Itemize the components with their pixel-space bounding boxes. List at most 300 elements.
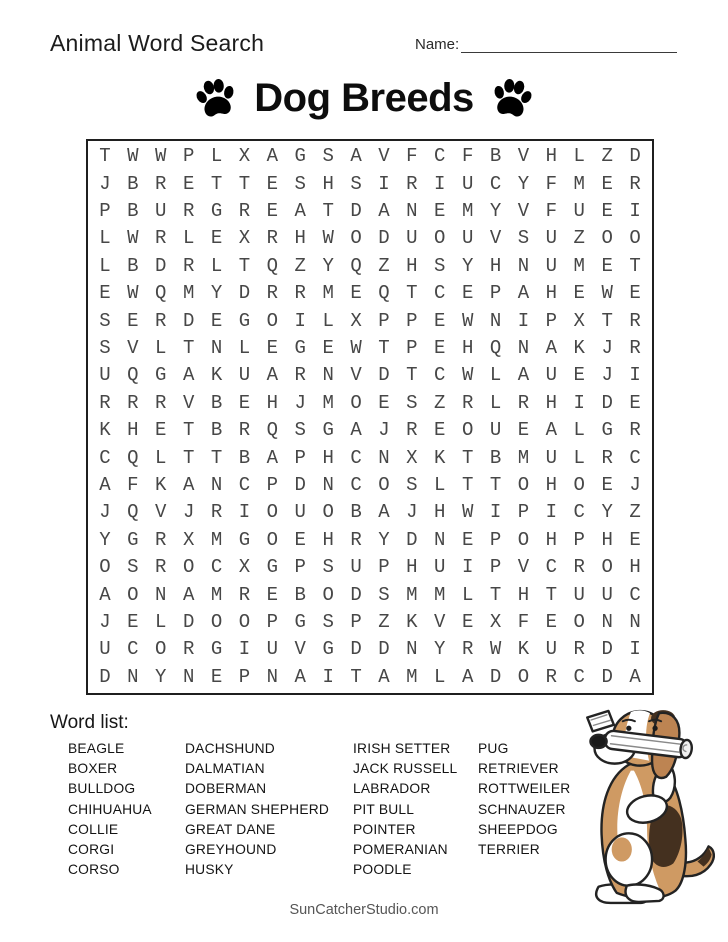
grid-letter: N [266,665,279,688]
grid-letter: P [294,556,306,579]
grid-letter: H [127,419,139,442]
word-list-item: DOBERMAN [185,781,267,797]
grid-letter: B [489,145,502,168]
grid-letter: L [155,446,167,469]
grid-letter: U [545,446,558,469]
grid-letter: R [155,309,167,332]
grid-letter: I [489,501,502,524]
grid-letter: R [238,199,251,222]
grid-letter: I [238,638,251,661]
grid-letter: L [238,336,251,359]
grid-letter: R [99,391,111,414]
grid-letter: H [545,473,558,496]
grid-letter: P [489,556,502,579]
grid-letter: O [210,610,223,633]
grid-letter: U [350,556,362,579]
grid-letter: K [155,473,167,496]
grid-letter: W [461,501,474,524]
grid-letter: U [601,583,613,606]
grid-letter: M [573,172,585,195]
grid-letter: A [545,419,558,442]
grid-letter: T [489,583,502,606]
grid-letter: N [517,336,530,359]
grid-letter: I [629,364,641,387]
grid-letter: O [266,309,279,332]
grid-letter: U [434,556,446,579]
grid-letter: R [294,282,306,305]
grid-letter: H [266,391,279,414]
grid-letter: E [210,227,223,250]
grid-letter: C [629,583,641,606]
grid-letter: O [99,556,111,579]
grid-letter: L [155,336,167,359]
grid-letter: Z [378,254,390,277]
word-list-item: DALMATIAN [185,761,265,777]
grid-letter: R [629,309,641,332]
word-list-item: BEAGLE [68,741,125,756]
grid-letter: H [545,282,558,305]
grid-letter: B [210,419,223,442]
grid-letter: V [489,227,502,250]
grid-letter: C [573,665,585,688]
grid-letter: Y [434,638,446,661]
grid-letter: R [461,391,474,414]
grid-letter: I [517,309,530,332]
grid-letter: O [461,419,474,442]
word-list-item: RETRIEVER [478,761,559,777]
grid-letter: L [489,391,502,414]
grid-letter: U [545,638,558,661]
grid-letter: D [294,473,306,496]
grid-letter: V [350,364,362,387]
grid-letter: V [517,556,530,579]
grid-letter: T [461,446,474,469]
grid-letter: K [99,419,111,442]
grid-letter: I [434,172,446,195]
grid-letter: R [573,638,585,661]
grid-letter: Q [489,336,502,359]
grid-letter: H [545,528,558,551]
grid-letter: D [489,665,502,688]
grid-letter: D [601,391,613,414]
word-list-item: SHEEPDOG [478,821,558,837]
grid-letter: W [127,145,139,168]
name-label: Name: [415,36,460,53]
grid-letter: G [127,528,139,551]
grid-letter: C [99,446,111,469]
paw-print-icon [191,73,242,124]
grid-letter: C [489,172,502,195]
paw-print-icon [486,73,537,124]
grid-letter: C [350,446,362,469]
grid-letter: S [322,556,334,579]
grid-letter: X [406,446,418,469]
word-list-item: GREAT DANE [185,821,276,837]
grid-letter: E [127,309,139,332]
grid-letter: M [322,391,334,414]
grid-letter: B [127,199,139,222]
grid-letter: A [378,199,390,222]
grid-letter: E [629,528,641,551]
grid-letter: Q [266,254,279,277]
grid-letter: O [266,501,279,524]
grid-letter: E [601,254,613,277]
grid-letter: J [406,501,418,524]
grid-letter: H [489,254,502,277]
grid-letter: E [266,199,279,222]
grid-letter: R [573,556,585,579]
grid-letter: R [350,528,362,551]
grid-letter: O [155,638,167,661]
grid-letter: P [350,610,362,633]
grid-letter: A [266,145,279,168]
grid-letter: T [238,254,251,277]
grid-letter: E [461,610,474,633]
grid-letter: N [629,610,641,633]
grid-letter: E [461,528,474,551]
grid-letter: I [573,391,585,414]
grid-letter: Y [461,254,474,277]
grid-letter: B [127,172,139,195]
grid-letter: R [266,282,279,305]
grid-letter: X [182,528,195,551]
grid-letter: E [378,391,390,414]
grid-letter: E [182,172,195,195]
grid-letter: Y [601,501,613,524]
grid-letter: O [517,473,530,496]
grid-letter: A [294,665,306,688]
grid-letter: G [601,419,613,442]
grid-letter: R [266,227,279,250]
grid-letter: N [517,254,530,277]
grid-letter: H [294,227,306,250]
grid-letter: E [434,419,446,442]
grid-letter: U [489,419,502,442]
grid-letter: F [545,199,558,222]
grid-letter: S [434,254,446,277]
grid-letter: N [434,528,446,551]
grid-letter: S [127,556,139,579]
grid-letter: N [601,610,613,633]
grid-letter: A [99,473,111,496]
grid-letter: F [127,473,139,496]
grid-letter: T [406,364,418,387]
grid-letter: H [545,391,558,414]
grid-letter: L [434,473,446,496]
grid-letter: M [182,282,195,305]
grid-letter: M [461,199,474,222]
grid-letter: P [573,528,585,551]
grid-letter: M [406,583,418,606]
word-list-item: CORSO [68,862,120,878]
grid-letter: P [294,446,306,469]
grid-letter: E [350,282,362,305]
grid-letter: E [601,172,613,195]
grid-letter: R [155,556,167,579]
grid-letter: I [629,199,641,222]
grid-letter: A [294,199,306,222]
grid-letter: Z [573,227,585,250]
grid-letter: T [461,473,474,496]
grid-letter: O [601,556,613,579]
grid-letter: A [266,446,279,469]
grid-letter: S [406,473,418,496]
grid-letter: U [99,364,111,387]
grid-letter: P [266,610,279,633]
grid-letter: N [127,665,139,688]
grid-letter: O [127,583,139,606]
grid-letter: D [350,199,362,222]
grid-letter: X [489,610,502,633]
word-list-item: SCHNAUZER [478,801,566,817]
grid-letter: G [266,556,279,579]
grid-letter: O [350,227,362,250]
grid-letter: C [210,556,223,579]
grid-letter: R [406,172,418,195]
grid-letter: T [182,446,195,469]
grid-letter: A [517,364,530,387]
grid-letter: E [601,199,613,222]
grid-letter: C [434,364,446,387]
grid-letter: D [155,254,167,277]
word-list-column [68,739,185,880]
grid-letter: M [322,282,334,305]
grid-letter: A [99,583,111,606]
grid-letter: L [573,446,585,469]
grid-letter: U [461,227,474,250]
grid-letter: D [99,665,111,688]
grid-letter: E [210,665,223,688]
grid-letter: S [350,172,362,195]
grid-letter: E [127,610,139,633]
word-list-item: POINTER [353,821,416,837]
grid-letter: O [238,610,251,633]
grid-letter: E [434,336,446,359]
grid-letter: G [210,199,223,222]
grid-letter: K [406,610,418,633]
grid-letter: J [99,501,111,524]
grid-letter: X [238,556,251,579]
grid-letter: P [489,528,502,551]
grid-letter: L [322,309,334,332]
grid-letter: Z [629,501,641,524]
grid-letter: E [434,199,446,222]
grid-letter: I [545,501,558,524]
grid-letter: A [350,145,362,168]
grid-letter: W [461,364,474,387]
grid-letter: O [573,473,585,496]
grid-letter: P [406,336,418,359]
grid-letter: I [322,665,334,688]
grid-letter: U [294,501,306,524]
grid-letter: A [350,419,362,442]
grid-letter: B [294,583,306,606]
grid-letter: Q [127,364,139,387]
grid-letter: I [629,638,641,661]
grid-letter: E [517,419,530,442]
grid-letter: R [629,419,641,442]
grid-letter: F [461,145,474,168]
puzzle-title: Dog Breeds [254,76,474,120]
grid-letter: R [629,336,641,359]
grid-letter: T [601,309,613,332]
grid-letter: Q [350,254,362,277]
grid-letter: R [629,172,641,195]
grid-letter: E [294,528,306,551]
grid-letter: P [406,309,418,332]
grid-letter: W [350,336,362,359]
grid-letter: D [238,282,251,305]
grid-letter: P [545,309,558,332]
grid-letter: S [378,583,390,606]
grid-letter: L [210,145,223,168]
grid-letter: N [406,199,418,222]
grid-letter: H [461,336,474,359]
grid-letter: J [629,473,641,496]
page-title: Animal Word Search [50,30,265,56]
grid-letter: B [350,501,362,524]
word-list-item: DACHSHUND [185,741,275,756]
grid-letter: H [406,254,418,277]
grid-letter: L [155,610,167,633]
grid-letter: T [238,172,251,195]
grid-letter: U [406,227,418,250]
grid-letter: M [406,665,418,688]
grid-letter: H [406,556,418,579]
beagle-newspaper-illustration [570,698,724,910]
grid-letter: C [629,446,641,469]
grid-letter: Y [322,254,334,277]
grid-letter: S [294,172,306,195]
grid-letter: U [155,199,167,222]
grid-letter: R [238,419,251,442]
grid-letter: R [155,528,167,551]
grid-letter: T [182,419,195,442]
grid-letter: V [182,391,195,414]
grid-letter: R [517,391,530,414]
grid-letter: V [155,501,167,524]
word-list-item: GREYHOUND [185,842,277,858]
grid-letter: C [573,501,585,524]
grid-letter: D [406,528,418,551]
grid-letter: Q [378,282,390,305]
grid-letter: U [266,638,279,661]
word-list-item: CORGI [68,842,115,858]
grid-letter: G [155,364,167,387]
grid-letter: V [378,145,390,168]
grid-letter: G [294,145,306,168]
grid-letter: Z [434,391,446,414]
grid-letter: E [238,391,251,414]
grid-letter: R [155,227,167,250]
grid-letter: Q [155,282,167,305]
grid-letter: P [182,145,195,168]
grid-letter: K [210,364,223,387]
grid-letter: L [182,227,195,250]
grid-letter: Z [601,145,613,168]
grid-letter: P [378,309,390,332]
grid-letter: E [210,309,223,332]
grid-letter: J [99,610,111,633]
grid-letter: R [294,364,306,387]
grid-letter: M [573,254,585,277]
grid-letter: K [517,638,530,661]
grid-letter: G [210,638,223,661]
word-list-item: LABRADOR [353,781,431,797]
grid-letter: E [545,610,558,633]
word-list [68,739,570,880]
grid-letter: P [99,199,111,222]
grid-letter: D [601,638,613,661]
grid-letter: S [406,391,418,414]
grid-letter: Z [378,610,390,633]
grid-letter: S [99,309,111,332]
grid-letter: X [573,309,585,332]
grid-letter: S [294,419,306,442]
grid-letter: D [601,665,613,688]
grid-letter: F [406,145,418,168]
word-list-item: COLLIE [68,821,119,837]
grid-letter: W [489,638,502,661]
grid-letter: C [350,473,362,496]
grid-letter: O [517,528,530,551]
grid-letter: N [378,446,390,469]
grid-letter: V [294,638,306,661]
grid-letter: E [266,583,279,606]
grid-letter: A [517,282,530,305]
grid-letter: N [210,473,223,496]
grid-letter: E [573,282,585,305]
grid-letter: W [461,309,474,332]
grid-letter: R [210,501,223,524]
grid-letter: J [601,364,613,387]
grid-letter: V [127,336,139,359]
grid-letter: T [629,254,641,277]
grid-letter: Q [127,501,139,524]
grid-letter: A [182,583,195,606]
grid-letter: B [127,254,139,277]
grid-letter: T [378,336,390,359]
grid-letter: T [545,583,558,606]
grid-letter: X [350,309,362,332]
grid-letter: T [350,665,362,688]
grid-letter: R [127,391,139,414]
word-list-column [185,739,353,880]
grid-letter: J [378,419,390,442]
grid-letter: Y [99,528,111,551]
grid-letter: O [378,473,390,496]
grid-letter: T [210,446,223,469]
grid-letter: J [182,501,195,524]
grid-letter: K [573,336,585,359]
grid-letter: Y [210,282,223,305]
grid-letter: M [434,583,446,606]
grid-letter: E [629,282,641,305]
grid-letter: C [238,473,251,496]
grid-letter: T [182,336,195,359]
grid-letter: P [489,282,502,305]
grid-letter: R [182,638,195,661]
puzzle-title-row [0,76,728,121]
grid-letter: D [182,610,195,633]
grid-letter: N [489,309,502,332]
grid-letter: E [461,282,474,305]
grid-letter: H [517,583,530,606]
grid-letter: T [99,145,111,168]
grid-letter: V [517,199,530,222]
grid-letter: H [322,172,334,195]
word-list-item: IRISH SETTER [353,741,451,756]
